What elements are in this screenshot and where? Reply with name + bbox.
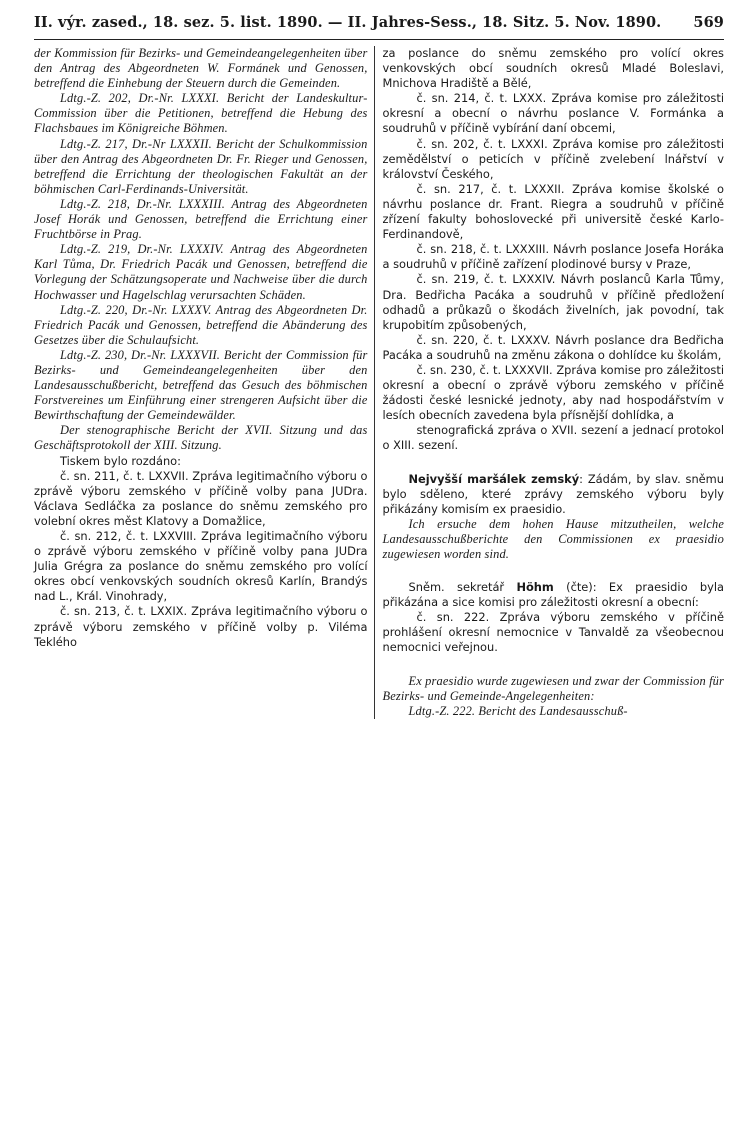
page-header [34,14,724,40]
paragraph: č. sn. 217, č. t. LXXXII. Zpráva komise školské o návrhu poslance dr. Frant. Riegra a soudruhů v příčině zřízení fakulty bohoslovecké při universitě české Karlo-Ferdinandově, [382,181,724,242]
paragraph: č. sn. 214, č. t. LXXX. Zpráva komise pro záležitosti okresní a obecní o návrhu poslance V. Formánka a soudruhů v příčině vybírání daní obcemi, [382,91,724,136]
statement-text: (čte): Ex praesidio byla přikázána a sice komisi pro záležitosti okresní a obecní: [382,580,724,610]
czech-text-block [383,562,725,673]
page-number: 569 [693,14,724,31]
german-text-block [383,517,725,562]
speaker-role: Sněm. sekretář [408,580,517,595]
spacer [383,454,725,472]
paragraph: Ldtg.-Z. 218, Dr.-Nr. LXXXIII. Antrag des Abgeordneten Josef Horák und Genossen, betreffend die Errichtung einer Fruchtbörse in Prag. [34,196,368,242]
paragraph: č. sn. 220, č. t. LXXXV. Návrh poslance dra Bedřicha Pacáka a soudruhů na změnu zákona o dohlídce ku školám, [382,332,724,362]
two-column-body [34,46,724,719]
paragraph: Tiskem bylo rozdáno: [60,453,181,468]
secretary-statement [383,580,725,610]
paragraph: č. sn. 230, č. t. LXXXVII. Zpráva komise pro záležitosti okresní a obecní o zprávě výboru zemského v příčině žádosti české lesnické jednoty, aby nad hospodářstvím v lesích obecních zavedena byla přísnější dohlídka, a [382,362,724,423]
paragraph: č. sn. 202, č. t. LXXXI. Zpráva komise pro záležitosti zemědělství o peticích v příčině zvelebení lnářství v království Českého, [382,136,724,181]
czech-text-block [34,454,368,650]
statement-text: : Zádám, by slav. sněmu bylo sděleno, které zprávy zemského výboru byly přikázány komisím ex praesidio. [382,471,724,516]
paragraph: za poslance do sněmu zemského pro volící okres venkovských obcí soudních okresů Mladé Boleslavi, Mnichova Hradiště a Bělé, [382,46,724,91]
speaker-name: Höhm [516,580,554,595]
paragraph: Ldtg.-Z. 230, Dr.-Nr. LXXXVII. Bericht der Commission für Bezirks- und Gemeindeangelegenheiten über den Landesausschußbericht, betreffend das Gesuch des böhmischen Forstvereines um Einführung einer strengeren Aufsicht über die Bewirthschaftung der Gemeindewälder. [34,347,368,423]
right-column [375,46,725,719]
paragraph: Ich ersuche dem hohen Hause mitzutheilen, welche Landesausschußberichte den Commissionen ex praesidio zugewiesen worden sind. [382,516,724,561]
german-text-block [34,46,368,454]
paragraph: č. sn. 222. Zpráva výboru zemského v příčině prohlášení okresní nemocnice v Tanvaldě za všeobecnou nemocnici veřejnou. [382,610,724,655]
marshal-statement [383,472,725,517]
paragraph: Ldtg.-Z. 217, Dr.-Nr LXXXII. Bericht der Schulkommission über den Antrag des Abgeordneten Dr. Fr. Rieger und Genossen, betreffend die Errichtung der theologischen Fakultät an der böhmischen Carl-Ferdinands-Universität. [34,136,368,196]
paragraph: Der stenographische Bericht der XVII. Sitzung und das Geschäftsprotokoll der XIII. Sitzung. [34,423,368,453]
paragraph: Ldtg.-Z. 220, Dr.-Nr. LXXXV. Antrag des Abgeordneten Dr. Friedrich Pacák und Genossen, betreffend die Abänderung des Gesetzes über die Schulaufsicht. [34,302,368,347]
paragraph: Ex praesidio wurde zugewiesen und zwar der Commission für Bezirks- und Gemeinde-Angelegenheiten: [382,673,724,703]
paragraph: der Kommission für Bezirks- und Gemeindeangelegenheiten über den Antrag des Abgeordneten W. Formánek und Genossen, betreffend die Einhebung der Steuern durch die Gemeinden. [34,46,368,91]
paragraph: Ldtg.-Z. 219, Dr.-Nr. LXXXIV. Antrag des Abgeordneten Karl Tůma, Dr. Friedrich Pacák und Genossen, betreffend die Vorlegung der Schätzungsoperate und Nachweise über die durch Hochwasser und Hagelschlag verursachten Schäden. [34,242,368,302]
paragraph: Ldtg.-Z. 202, Dr.-Nr. LXXXI. Bericht der Landeskultur-Commission über die Petitionen, betreffend die Hebung des Flachsbaues im Königreiche Böhmen. [34,91,368,136]
paragraph: č. sn. 218, č. t. LXXXIII. Návrh poslance Josefa Horáka a soudruhů v příčině zařízení plodinové bursy v Praze, [382,242,724,272]
left-column [34,46,374,719]
paragraph: č. sn. 211, č. t. LXXVII. Zpráva legitimačního výboru o zprávě výboru zemského v příčině volby pana JUDra. Václava Sedláčka za poslance do sněmu zemského pro volební okres měst Klatovy a Domažlice, [34,468,368,528]
speaker-name: Nejvyšší maršálek zemský [408,471,580,486]
paragraph: č. sn. 219, č. t. LXXXIV. Návrh poslanců Karla Tůmy, Dra. Bedřicha Pacáka a soudruhů v příčině předložení odhadů a průkazů o škodách živelních, jak povodní, tak krupobitím způsobených, [382,272,724,332]
spacer [383,562,725,580]
paragraph: Ldtg.-Z. 222. Bericht des Landesausschuß- [408,703,628,718]
german-text-block [383,674,725,719]
paragraph: č. sn. 213, č. t. LXXIX. Zpráva legitimačního výboru o zprávě výboru zemského v příčině volby p. Viléma Teklého [34,604,368,649]
running-title: II. výr. zased., 18. sez. 5. list. 1890. — II. Jahres-Sess., 18. Sitz. 5. Nov. 1890. [34,14,662,31]
paragraph: č. sn. 212, č. t. LXXVIII. Zpráva legitimačního výboru o zprávě výboru zemského v příčině volby pana JUDra Julia Grégra za poslance do sněmu zemského pro volící okres obcí venkovských soudních okresů Karlín, Brandýs nad L., Král. Vinohrady, [34,529,368,604]
spacer [383,656,725,674]
paragraph: stenografická zpráva o XVII. sezení a jednací protokol o XIII. sezení. [382,423,724,453]
czech-text-block [383,46,725,517]
